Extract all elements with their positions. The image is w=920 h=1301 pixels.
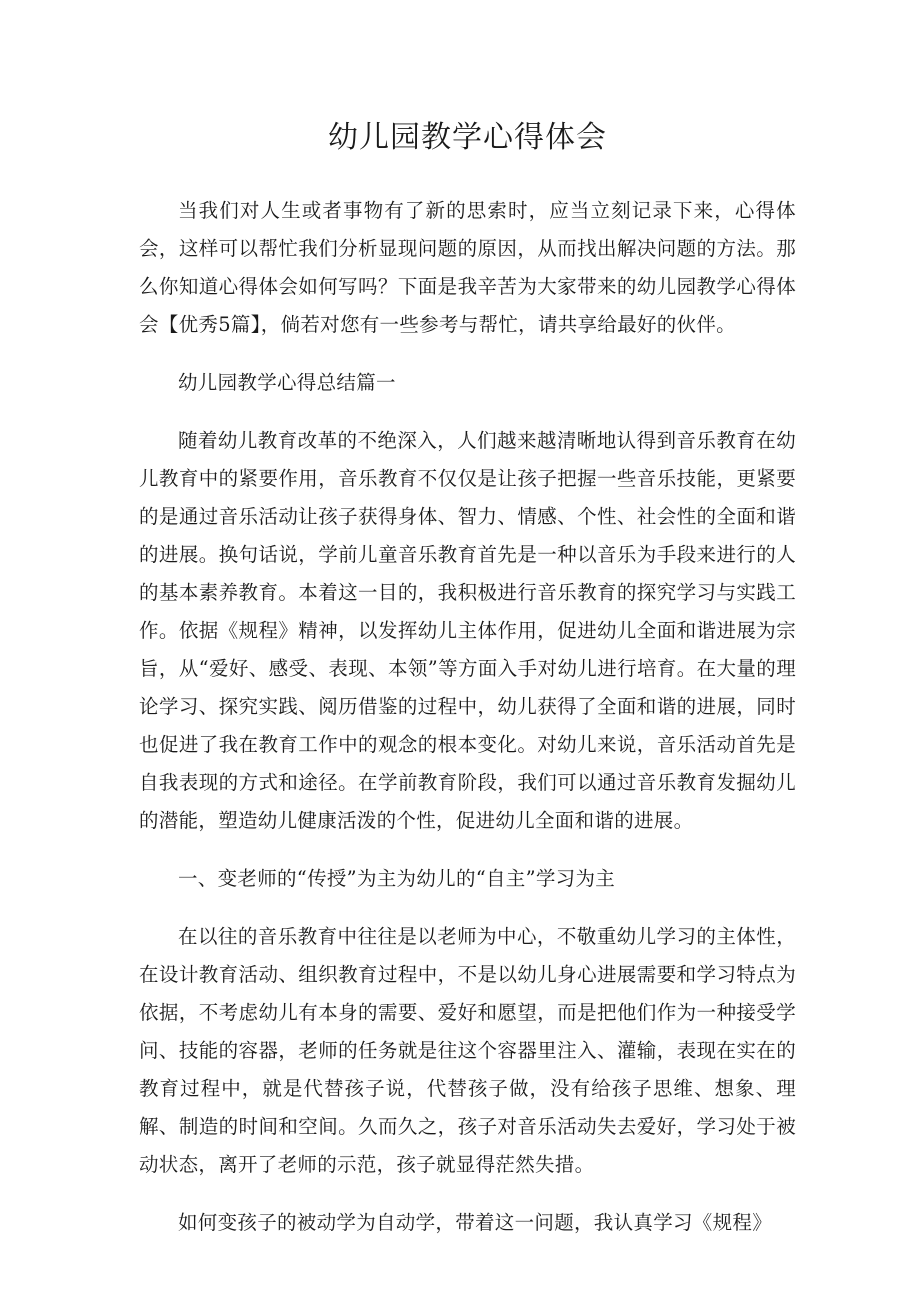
subheading-1: 一、变老师的“传授”为主为幼儿的“自主”学习为主	[178, 867, 616, 890]
body-paragraph-1: 随着幼儿教育改革的不绝深入，人们越来越清晰地认得到音乐教育在幼儿教育中的紧要作用，音乐教育不仅仅是让孩子把握一些音乐技能，更紧要的是通过音乐活动让孩子获得身体、智力、情感、个性、社会性的全面和谐的进展。换句话说，学前儿童音乐教育首先是一种以音乐为手段来进行的人的基本素养教育。本着这一目的，我积极进行音乐教育的探究学习与实践工作。依据《规程》精神，以发挥幼儿主体作用，促进幼儿全面和谐进展为宗旨，从“爱好、感受、表现、本领”等方面入手对幼儿进行培育。在大量的理论学习、探究实践、阅历借鉴的过程中，幼儿获得了全面和谐的进展，同时也促进了我在教育工作中的观念的根本变化。对幼儿来说，音乐活动首先是自我表现的方式和途径。在学前教育阶段，我们可以通过音乐教育发掘幼儿的潜能，塑造幼儿健康活泼的个性，促进幼儿全面和谐的进展。	[139, 429, 796, 832]
body-paragraph-3: 如何变孩子的被动学为自动学，带着这一问题，我认真学习《规程》	[178, 1211, 773, 1234]
section-heading: 幼儿园教学心得总结篇一	[178, 371, 396, 394]
intro-paragraph: 当我们对人生或者事物有了新的思索时，应当立刻记录下来，心得体会，这样可以帮忙我们分析显现问题的原因，从而找出解决问题的方法。那么你知道心得体会如何写吗？下面是我辛苦为大家带来的幼儿园教学心得体会【优秀5篇】，倘若对您有一些参考与帮忙，请共享给最好的伙伴。	[139, 199, 796, 336]
body-paragraph-2: 在以往的音乐教育中往往是以老师为中心，不敬重幼儿学习的主体性，在设计教育活动、组织教育过程中，不是以幼儿身心进展需要和学习特点为依据，不考虑幼儿有本身的需要、爱好和愿望，而是把他们作为一种接受学问、技能的容器，老师的任务就是往这个容器里注入、灌输，表现在实在的教育过程中，就是代替孩子说，代替孩子做，没有给孩子思维、想象、理解、制造的时间和空间。久而久之，孩子对音乐活动失去爱好，学习处于被动状态，离开了老师的示范，孩子就显得茫然失措。	[139, 925, 796, 1176]
document-title: 幼儿园教学心得体会	[328, 120, 607, 155]
